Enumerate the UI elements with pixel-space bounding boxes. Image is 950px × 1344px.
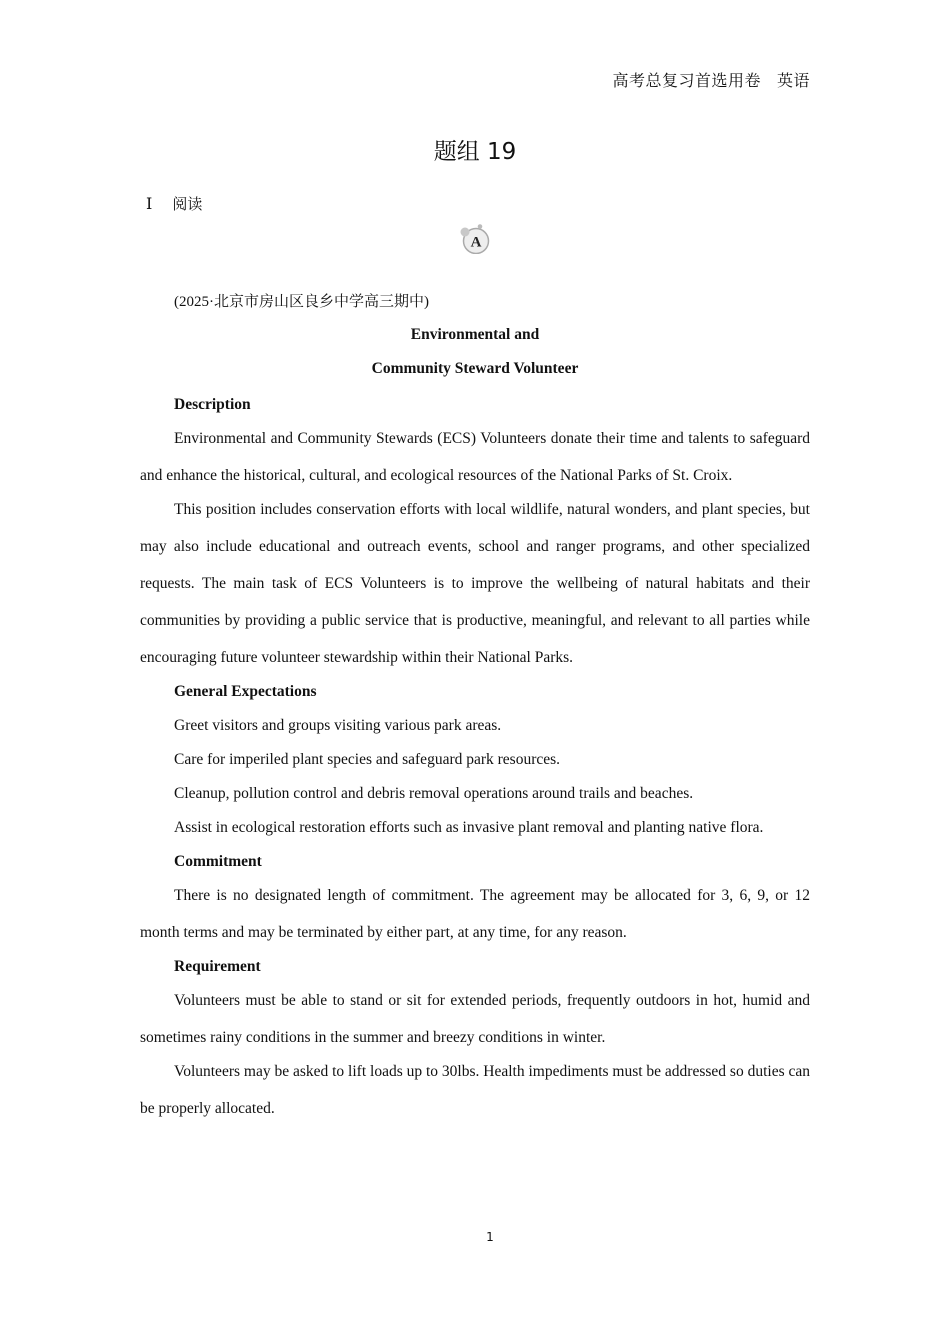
passage-badge-icon bbox=[460, 224, 490, 254]
section-label: 阅读 bbox=[172, 195, 203, 213]
article-title-line-1: Environmental and bbox=[410, 326, 540, 343]
passage bbox=[140, 284, 810, 1124]
badge-letter: A bbox=[470, 234, 482, 251]
paragraph: Volunteers must be able to stand or sit for extended periods, frequently outdoors in hot, humid and sometimes rainy conditions in the summer and breezy conditions in winter. bbox=[140, 992, 810, 1046]
paragraph: There is no designated length of commitment. The agreement may be allocated for 3, 6, 9, or 12 month terms and may be terminated by either part, at any time, for any reason. bbox=[140, 887, 810, 941]
paragraph: Cleanup, pollution control and debris removal operations around trails and beaches. bbox=[174, 785, 694, 802]
article-title-line-2: Community Steward Volunteer bbox=[371, 360, 579, 377]
paragraph: Care for imperiled plant species and safeguard park resources. bbox=[174, 751, 561, 768]
page-number: 1 bbox=[486, 1230, 494, 1244]
subsection-heading: Commitment bbox=[174, 853, 262, 870]
paragraph: Environmental and Community Stewards (ECS) Volunteers donate their time and talents to safeguard and enhance the historical, cultural, and ecological resources of the National Parks of St. Croix. bbox=[140, 430, 810, 484]
paragraph: Volunteers may be asked to lift loads up to 30lbs. Health impediments must be addressed so duties can be properly allocated. bbox=[140, 1063, 810, 1117]
page-title: 题组 19 bbox=[433, 139, 517, 165]
section-numeral: Ⅰ bbox=[146, 196, 153, 213]
source-note: (2025·北京市房山区良乡中学高三期中) bbox=[174, 294, 429, 310]
subject: 英语 bbox=[776, 73, 810, 90]
subsection-heading: General Expectations bbox=[174, 683, 317, 700]
paragraph: This position includes conservation efforts with local wildlife, natural wonders, and plant species, but may also include educational and outreach events, school and ranger programs, and other specialized requests. The main task of ECS Volunteers is to improve the wellbeing of natural habitats and their communities by providing a public service that is productive, meaningful, and relevant to all parties while encouraging future volunteer stewardship within their National Parks. bbox=[140, 501, 810, 666]
subsection-heading: Description bbox=[174, 396, 251, 413]
running-header bbox=[612, 68, 810, 91]
paragraph: Assist in ecological restoration efforts such as invasive plant removal and planting native flora. bbox=[174, 819, 764, 836]
book-title: 高考总复习首选用卷 bbox=[612, 73, 761, 90]
subsection-heading: Requirement bbox=[174, 958, 261, 975]
article-body bbox=[140, 386, 810, 1127]
section-heading bbox=[146, 193, 202, 214]
paragraph: Greet visitors and groups visiting various park areas. bbox=[174, 717, 502, 734]
